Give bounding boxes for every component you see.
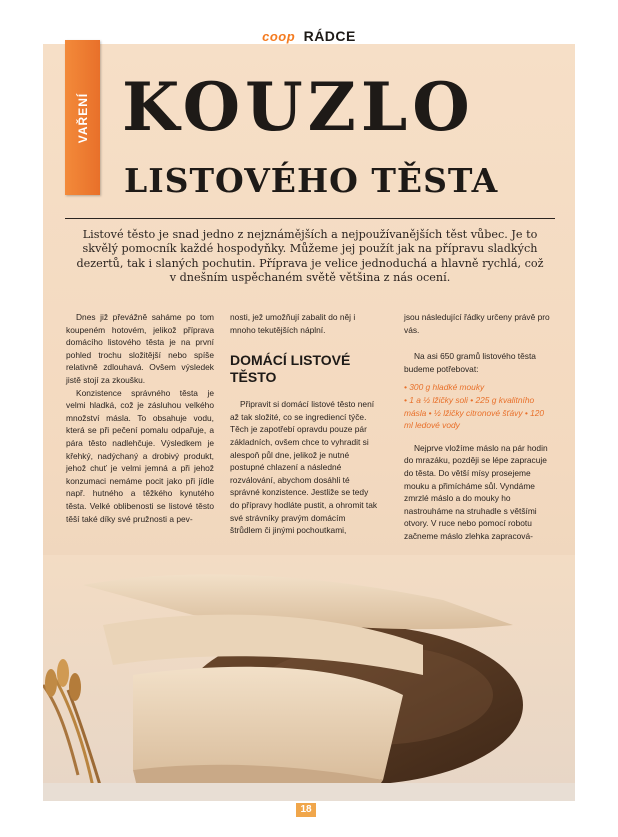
page-number: 18 [296,803,316,817]
lead-paragraph: Listové těsto je snad jedno z nejznámějších a nejpoužívanějších těst vůbec. Je to skvělý pomocník každé hospodyňky. Můžeme jej použít jak na přípravu sladkých dezertů, tak i slaných pochutin. Příprava je velice jednoduchá a hlavně rychlá, což v dnešním uspěchaném světě většina z nás ocení. [76,228,544,285]
pastry-dough-photo [43,555,575,801]
article-column-1 [66,311,214,525]
category-label: VAŘENÍ [75,92,90,143]
title-sub: LISTOVÉHO TĚSTA [124,161,499,200]
section-title: RÁDCE [303,28,356,44]
paragraph: Dnes již převážně saháme po tom koupeném hotovém, jelikož příprava domácího listového těsta je na první pohled trochu složitější nebo spíše relativně zdlouhavá. Ovšem výsledek jistě stojí za zkoušku. [66,312,214,385]
paragraph: jsou následující řádky určeny právě pro vás. [404,312,550,335]
coop-logo: coop [262,29,296,44]
title-divider [65,218,555,219]
subheading: DOMÁCÍ LISTOVÉ TĚSTO [230,352,351,386]
paragraph: nosti, jež umožňují zabalit do něj i mnoho tekutějších náplní. [230,312,356,335]
paragraph: Připravit si domácí listové těsto není až tak složité, co se ingrediencí týče. Těch je zapotřebí opravdu pouze pár základních, ovšem chce to vyhradit si alespoň půl dne, jelikož je nutné postupné chlazení a následné rozválování, abychom dosáhli té správné konzistence. Jestliže se tedy do přípravy hodláte pustit, a ohromit tak své strávníky pravým domácím štrůdlem či jinými pochoutkami, [230,399,378,536]
ingredient-item: • 300 g hladké mouky [404,382,485,393]
ingredient-list [404,381,554,431]
paragraph: Na asi 650 gramů listového těsta budeme potřebovat: [404,351,536,374]
pastry-illustration [43,555,575,801]
article-column-3 [404,311,554,543]
paragraph: Konzistence správného těsta je velmi hladká, což je zásluhou velkého množství másla. To obsahuje vodu, která se při pečení pomalu odpařuje, a pára těsto nadlehčuje. Výsledkem je křehký, nadýchaný a drobivý produkt, jehož chuť je velmi jemná a při jehož konzumaci nemáme pocit jako při jídle např. hutného a těžkého kynutého těsta. Velké oblibenosti se listové těsto těší také díky své pružnosti a pev- [66,387,214,524]
article-column-2 [230,311,378,537]
ingredient-item: • 1 a ½ lžičky soli • 225 g kvalitního másla • ½ lžičky citronové šťávy • 120 ml ledové vody [404,394,545,431]
category-tab [65,40,100,195]
paragraph: Nejprve vložíme máslo na pár hodin do mrazáku, později se lépe zapracuje do těsta. Do větší mísy prosejeme mouku a přimícháme sůl. Vyndáme zmrzlé máslo a do mouky ho nastrouháme na struhadle s většími otvory. V ruce nebo pomocí robotu začneme máslo zlehka zapracová- [404,442,548,541]
title-main: KOUZLO [122,68,475,146]
